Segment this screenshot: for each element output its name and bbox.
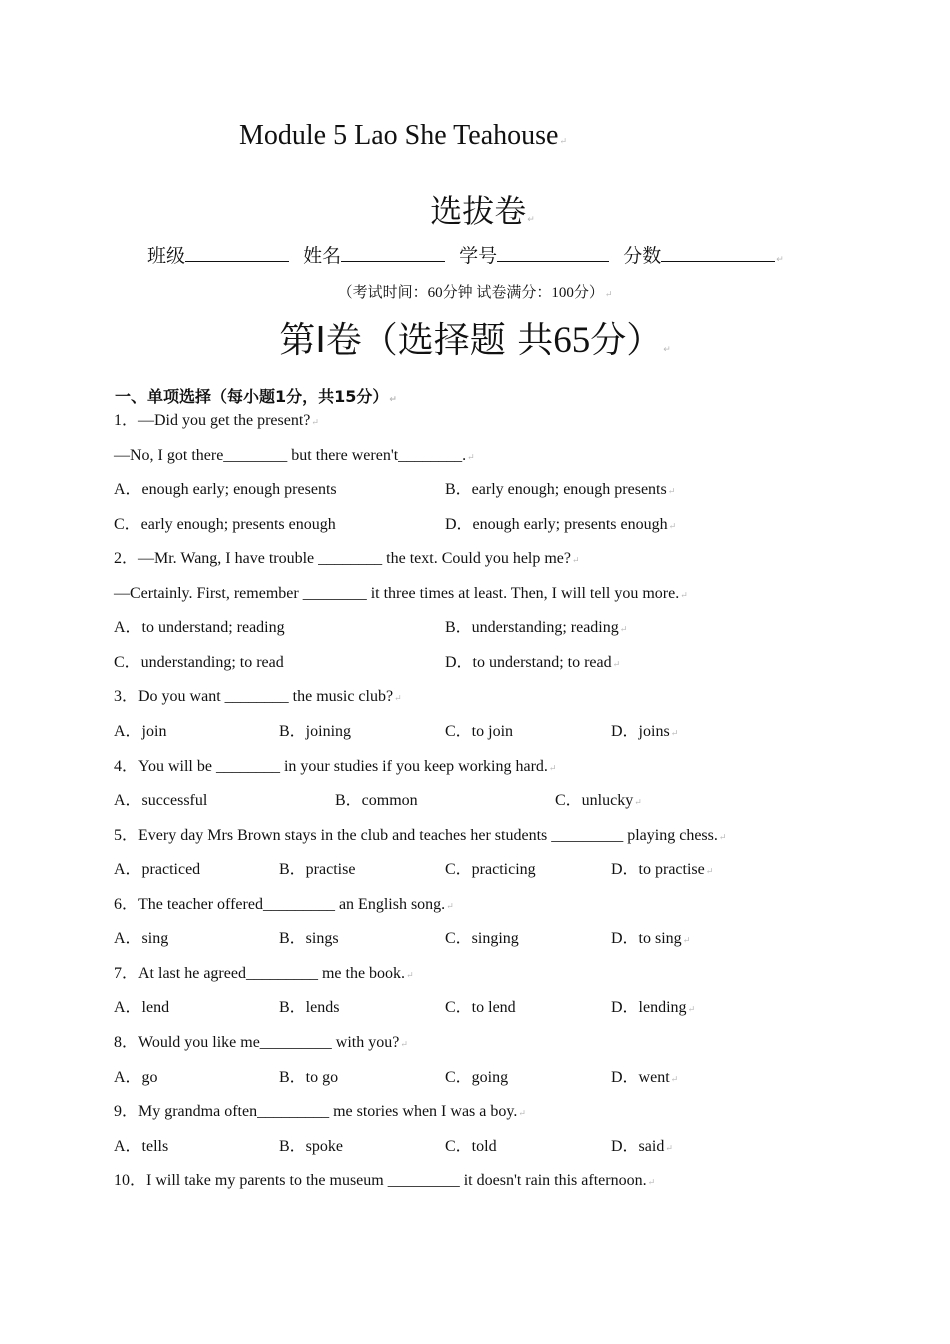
- question-1-option-a: A．enough early; enough presents: [114, 481, 337, 498]
- id-blank: [497, 243, 609, 262]
- question-2-option-c: C．understanding; to read: [114, 654, 284, 671]
- question-8-option-b: B．to go: [279, 1069, 339, 1086]
- question-5-stem: 5．Every day Mrs Brown stays in the club and teaches her students _________ playing chess.↵: [114, 827, 727, 844]
- question-4-option-b: B．common: [335, 792, 418, 809]
- question-2-option-b: B．understanding; reading↵: [445, 619, 628, 636]
- question-9-option-a: A．tells: [114, 1138, 169, 1155]
- question-8-option-c: C．going: [445, 1069, 509, 1086]
- question-9-option-c: C．told: [445, 1138, 497, 1155]
- score-label: 分数: [623, 245, 662, 267]
- question-1-option-c: C．early enough; presents enough: [114, 516, 336, 533]
- question-5-option-d: D．to practise↵: [611, 861, 714, 878]
- part-heading: 第I卷（选择题 共65分）↵: [279, 320, 671, 361]
- question-4-option-a: A．successful: [114, 792, 208, 809]
- question-10-stem: 10．I will take my parents to the museum _________ it doesn't rain this afternoon.↵: [114, 1172, 656, 1189]
- question-7-option-b: B．lends: [279, 999, 340, 1016]
- question-5-option-c: C．practicing: [445, 861, 536, 878]
- question-4-stem: 4．You will be ________ in your studies if you keep working hard.↵: [114, 758, 557, 775]
- exam-title: Module 5 Lao She Teahouse↵: [239, 120, 568, 151]
- question-5-option-b: B．practise: [279, 861, 356, 878]
- question-7-stem: 7．At last he agreed_________ me the book.↵: [114, 965, 414, 982]
- question-3-option-d: D．joins↵: [611, 723, 679, 740]
- question-7-option-d: D．lending↵: [611, 999, 696, 1016]
- question-7-option-c: C．to lend: [445, 999, 516, 1016]
- question-2-reply: —Certainly. First, remember ________ it three times at least. Then, I will tell you more.↵: [114, 585, 688, 602]
- section-heading: 一、单项选择（每小题1分，共15分）↵: [115, 387, 397, 406]
- question-3-option-c: C．to join: [445, 723, 514, 740]
- question-6-option-d: D．to sing↵: [611, 930, 691, 947]
- question-6-stem: 6．The teacher offered_________ an English song.↵: [114, 896, 454, 913]
- question-1-option-b: B．early enough; enough presents↵: [445, 481, 676, 498]
- class-label: 班级: [147, 245, 186, 267]
- question-1-stem: 1．—Did you get the present?↵: [114, 412, 319, 429]
- exam-subtitle: 选拔卷↵: [430, 192, 535, 230]
- question-4-option-c: C．unlucky↵: [555, 792, 642, 809]
- question-8-option-a: A．go: [114, 1069, 158, 1086]
- score-blank: [661, 243, 775, 262]
- student-info-line: 班级 姓名 学号 分数 ↵: [147, 245, 784, 267]
- question-2-option-a: A．to understand; reading: [114, 619, 285, 636]
- question-1-option-d: D．enough early; presents enough↵: [445, 516, 677, 533]
- question-3-option-b: B．joining: [279, 723, 352, 740]
- class-blank: [185, 243, 289, 262]
- question-6-option-c: C．singing: [445, 930, 519, 947]
- question-9-option-d: D．said↵: [611, 1138, 673, 1155]
- question-8-stem: 8．Would you like me_________ with you?↵: [114, 1034, 408, 1051]
- name-label: 姓名: [303, 245, 342, 267]
- question-9-stem: 9．My grandma often_________ me stories when I was a boy.↵: [114, 1103, 526, 1120]
- question-3-option-a: A．join: [114, 723, 167, 740]
- question-7-option-a: A．lend: [114, 999, 170, 1016]
- question-6-option-a: A．sing: [114, 930, 169, 947]
- exam-time-info: （考试时间：60分钟 试卷满分：100分）↵: [337, 285, 613, 301]
- question-2-option-d: D．to understand; to read↵: [445, 654, 621, 671]
- question-9-option-b: B．spoke: [279, 1138, 344, 1155]
- question-8-option-d: D．went↵: [611, 1069, 679, 1086]
- id-label: 学号: [459, 245, 498, 267]
- question-1-reply: —No, I got there________ but there weren't________.↵: [114, 447, 475, 464]
- question-5-option-a: A．practiced: [114, 861, 201, 878]
- question-3-stem: 3．Do you want ________ the music club?↵: [114, 688, 402, 705]
- name-blank: [341, 243, 445, 262]
- question-2-stem: 2．—Mr. Wang, I have trouble ________ the text. Could you help me?↵: [114, 550, 580, 567]
- question-6-option-b: B．sings: [279, 930, 339, 947]
